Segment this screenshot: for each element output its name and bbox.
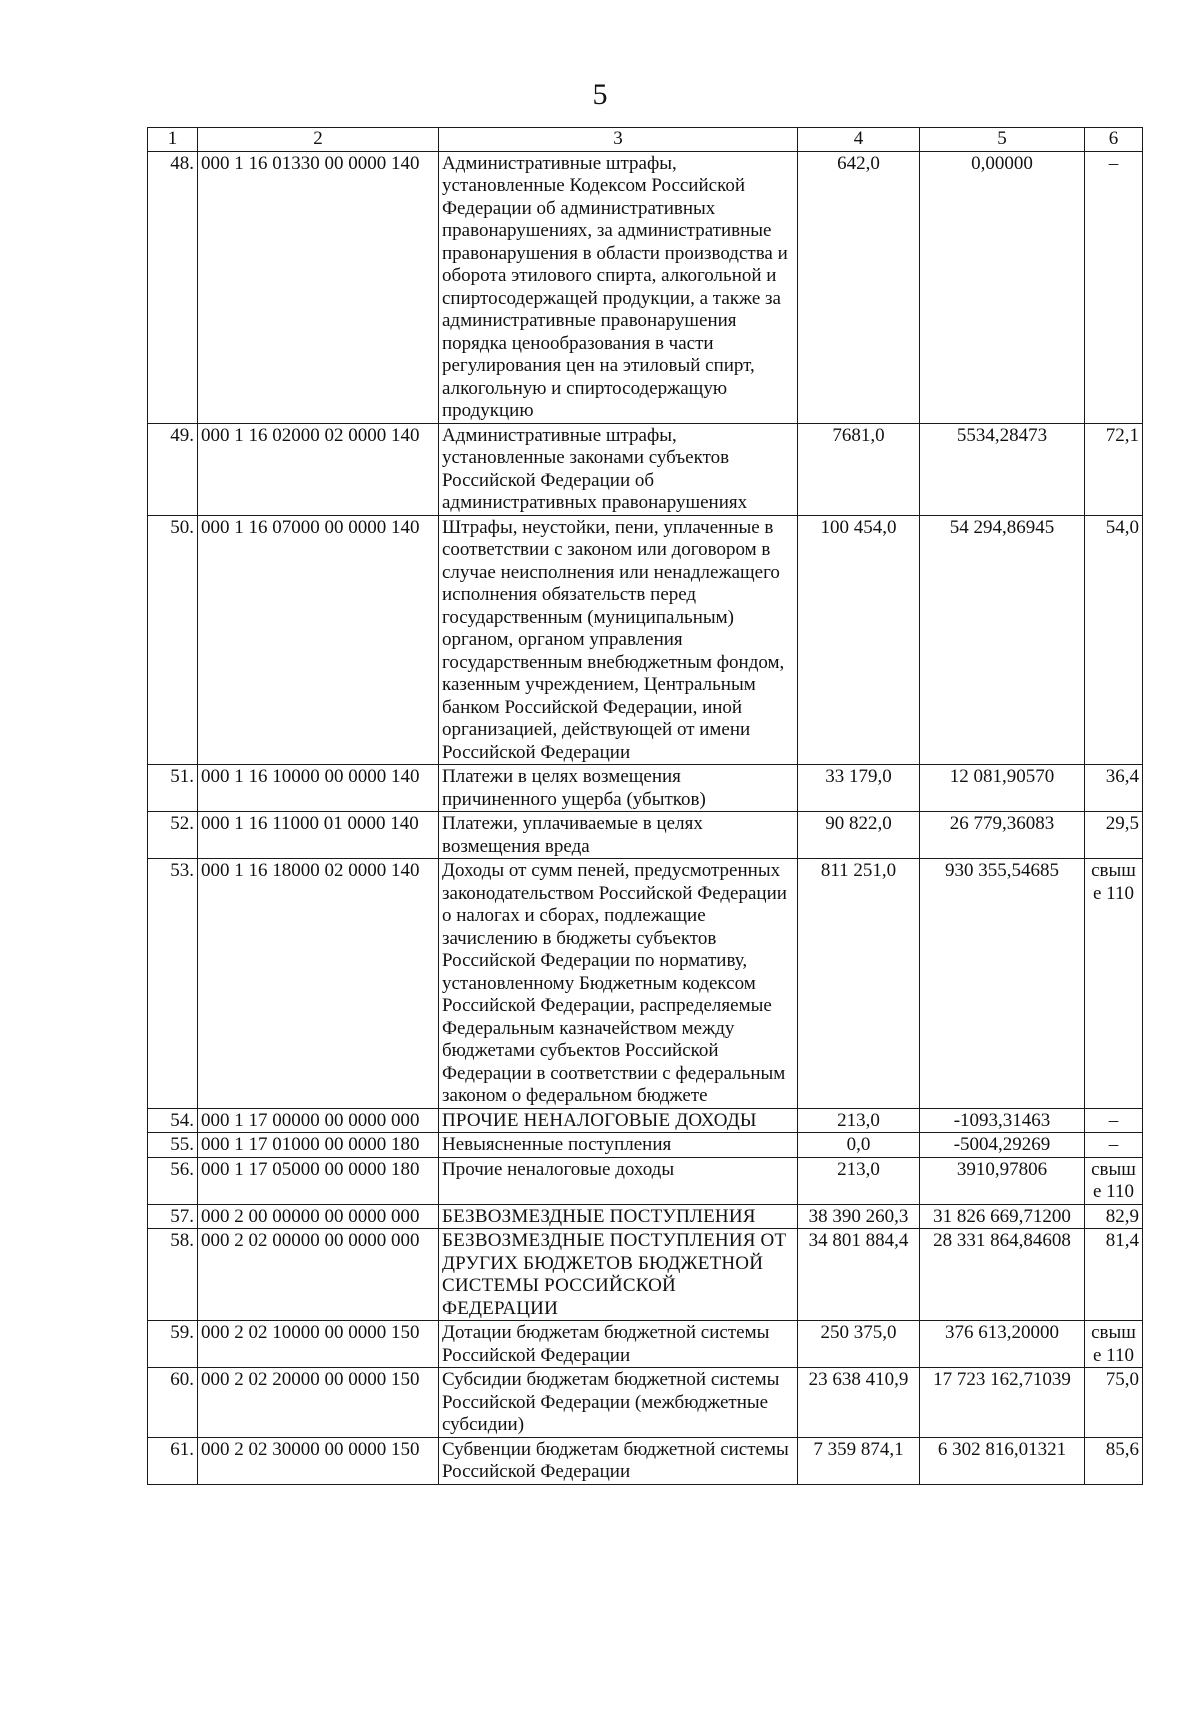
actual-amount: 930 355,54685 xyxy=(920,859,1085,1109)
revenue-name: Субсидии бюджетам бюджетной системы Российской Федерации (межбюджетные субсидии) xyxy=(439,1368,798,1438)
plan-amount: 100 454,0 xyxy=(798,515,920,765)
budget-code: 000 2 02 30000 00 0000 150 xyxy=(198,1437,439,1484)
table-row xyxy=(148,1321,1143,1368)
actual-amount: -5004,29269 xyxy=(920,1133,1085,1158)
actual-amount: 3910,97806 xyxy=(920,1157,1085,1204)
budget-code: 000 2 02 20000 00 0000 150 xyxy=(198,1368,439,1438)
table-row xyxy=(148,1157,1143,1204)
plan-amount: 7 359 874,1 xyxy=(798,1437,920,1484)
execution-percent: свыше 110 xyxy=(1085,1157,1143,1204)
execution-percent: – xyxy=(1085,151,1143,423)
execution-percent: 75,0 xyxy=(1085,1368,1143,1438)
revenue-name: Прочие неналоговые доходы xyxy=(439,1157,798,1204)
budget-code: 000 1 16 10000 00 0000 140 xyxy=(198,765,439,812)
revenue-name: Субвенции бюджетам бюджетной системы Российской Федерации xyxy=(439,1437,798,1484)
row-number: 56. xyxy=(148,1157,198,1204)
row-number: 58. xyxy=(148,1229,198,1321)
table-row xyxy=(148,1368,1143,1438)
execution-percent: 85,6 xyxy=(1085,1437,1143,1484)
execution-percent: 36,4 xyxy=(1085,765,1143,812)
column-header: 6 xyxy=(1085,128,1143,152)
plan-amount: 213,0 xyxy=(798,1157,920,1204)
table-row xyxy=(148,765,1143,812)
table-row xyxy=(148,151,1143,423)
plan-amount: 90 822,0 xyxy=(798,812,920,859)
table-row xyxy=(148,812,1143,859)
table-row xyxy=(148,515,1143,765)
row-number: 48. xyxy=(148,151,198,423)
column-header: 1 xyxy=(148,128,198,152)
plan-amount: 250 375,0 xyxy=(798,1321,920,1368)
actual-amount: 5534,28473 xyxy=(920,423,1085,515)
revenue-name: Доходы от сумм пеней, предусмотренных законодательством Российской Федерации о налогах и сборах, подлежащие зачислению в бюджеты субъектов Российской Федерации по нормативу, установленному Бюджетным кодексом Российской Федерации, распределяемые Федеральным казначейством между бюджетами субъектов Российской Федерации в соответствии с федеральным законом о федеральном бюджете xyxy=(439,859,798,1109)
budget-code: 000 1 16 11000 01 0000 140 xyxy=(198,812,439,859)
budget-code: 000 2 02 00000 00 0000 000 xyxy=(198,1229,439,1321)
budget-code: 000 2 00 00000 00 0000 000 xyxy=(198,1204,439,1229)
execution-percent: 29,5 xyxy=(1085,812,1143,859)
plan-amount: 811 251,0 xyxy=(798,859,920,1109)
column-header: 2 xyxy=(198,128,439,152)
actual-amount: 0,00000 xyxy=(920,151,1085,423)
actual-amount: 17 723 162,71039 xyxy=(920,1368,1085,1438)
row-number: 55. xyxy=(148,1133,198,1158)
budget-code: 000 1 16 07000 00 0000 140 xyxy=(198,515,439,765)
actual-amount: 28 331 864,84608 xyxy=(920,1229,1085,1321)
execution-percent: – xyxy=(1085,1108,1143,1133)
row-number: 60. xyxy=(148,1368,198,1438)
actual-amount: 26 779,36083 xyxy=(920,812,1085,859)
revenue-name: БЕЗВОЗМЕЗДНЫЕ ПОСТУПЛЕНИЯ xyxy=(439,1204,798,1229)
table-row xyxy=(148,859,1143,1109)
plan-amount: 38 390 260,3 xyxy=(798,1204,920,1229)
page-number: 5 xyxy=(592,78,608,111)
budget-revenue-table xyxy=(147,127,1143,1485)
execution-percent: свыше 110 xyxy=(1085,859,1143,1109)
column-number-row xyxy=(148,128,1143,152)
budget-code: 000 1 17 01000 00 0000 180 xyxy=(198,1133,439,1158)
table-row xyxy=(148,423,1143,515)
execution-percent: свыше 110 xyxy=(1085,1321,1143,1368)
budget-code: 000 1 16 18000 02 0000 140 xyxy=(198,859,439,1109)
budget-code: 000 1 17 05000 00 0000 180 xyxy=(198,1157,439,1204)
row-number: 49. xyxy=(148,423,198,515)
execution-percent: 72,1 xyxy=(1085,423,1143,515)
revenue-name: Административные штрафы, установленные законами субъектов Российской Федерации об административных правонарушениях xyxy=(439,423,798,515)
column-header: 3 xyxy=(439,128,798,152)
row-number: 54. xyxy=(148,1108,198,1133)
revenue-name: Административные штрафы, установленные Кодексом Российской Федерации об административных правонарушениях, за административные правонарушения в области производства и оборота этилового спирта, алкогольной и спиртосодержащей продукции, а также за административные правонарушения порядка ценообразования в части регулирования цен на этиловый спирт, алкогольную и спиртосодержащую продукцию xyxy=(439,151,798,423)
row-number: 51. xyxy=(148,765,198,812)
revenue-name: Платежи в целях возмещения причиненного ущерба (убытков) xyxy=(439,765,798,812)
budget-code: 000 1 17 00000 00 0000 000 xyxy=(198,1108,439,1133)
actual-amount: 31 826 669,71200 xyxy=(920,1204,1085,1229)
plan-amount: 642,0 xyxy=(798,151,920,423)
plan-amount: 213,0 xyxy=(798,1108,920,1133)
budget-code: 000 1 16 02000 02 0000 140 xyxy=(198,423,439,515)
revenue-name: Дотации бюджетам бюджетной системы Российской Федерации xyxy=(439,1321,798,1368)
row-number: 52. xyxy=(148,812,198,859)
revenue-name: Штрафы, неустойки, пени, уплаченные в соответствии с законом или договором в случае неисполнения или ненадлежащего исполнения обязательств перед государственным (муниципальным) органом, органом управления государственным внебюджетным фондом, казенным учреждением, Центральным банком Российской Федерации, иной организацией, действующей от имени Российской Федерации xyxy=(439,515,798,765)
actual-amount: 6 302 816,01321 xyxy=(920,1437,1085,1484)
row-number: 50. xyxy=(148,515,198,765)
actual-amount: 54 294,86945 xyxy=(920,515,1085,765)
execution-percent: 54,0 xyxy=(1085,515,1143,765)
plan-amount: 23 638 410,9 xyxy=(798,1368,920,1438)
budget-code: 000 1 16 01330 00 0000 140 xyxy=(198,151,439,423)
row-number: 57. xyxy=(148,1204,198,1229)
row-number: 53. xyxy=(148,859,198,1109)
table-row xyxy=(148,1133,1143,1158)
plan-amount: 34 801 884,4 xyxy=(798,1229,920,1321)
revenue-name: ПРОЧИЕ НЕНАЛОГОВЫЕ ДОХОДЫ xyxy=(439,1108,798,1133)
revenue-name: Невыясненные поступления xyxy=(439,1133,798,1158)
table-row xyxy=(148,1108,1143,1133)
execution-percent: 81,4 xyxy=(1085,1229,1143,1321)
column-header: 4 xyxy=(798,128,920,152)
actual-amount: 12 081,90570 xyxy=(920,765,1085,812)
table-row xyxy=(148,1204,1143,1229)
revenue-name: БЕЗВОЗМЕЗДНЫЕ ПОСТУПЛЕНИЯ ОТ ДРУГИХ БЮДЖЕТОВ БЮДЖЕТНОЙ СИСТЕМЫ РОССИЙСКОЙ ФЕДЕРАЦИИ xyxy=(439,1229,798,1321)
table-row xyxy=(148,1229,1143,1321)
actual-amount: -1093,31463 xyxy=(920,1108,1085,1133)
budget-code: 000 2 02 10000 00 0000 150 xyxy=(198,1321,439,1368)
execution-percent: 82,9 xyxy=(1085,1204,1143,1229)
row-number: 59. xyxy=(148,1321,198,1368)
plan-amount: 7681,0 xyxy=(798,423,920,515)
actual-amount: 376 613,20000 xyxy=(920,1321,1085,1368)
plan-amount: 33 179,0 xyxy=(798,765,920,812)
table-row xyxy=(148,1437,1143,1484)
execution-percent: – xyxy=(1085,1133,1143,1158)
plan-amount: 0,0 xyxy=(798,1133,920,1158)
column-header: 5 xyxy=(920,128,1085,152)
revenue-name: Платежи, уплачиваемые в целях возмещения вреда xyxy=(439,812,798,859)
row-number: 61. xyxy=(148,1437,198,1484)
